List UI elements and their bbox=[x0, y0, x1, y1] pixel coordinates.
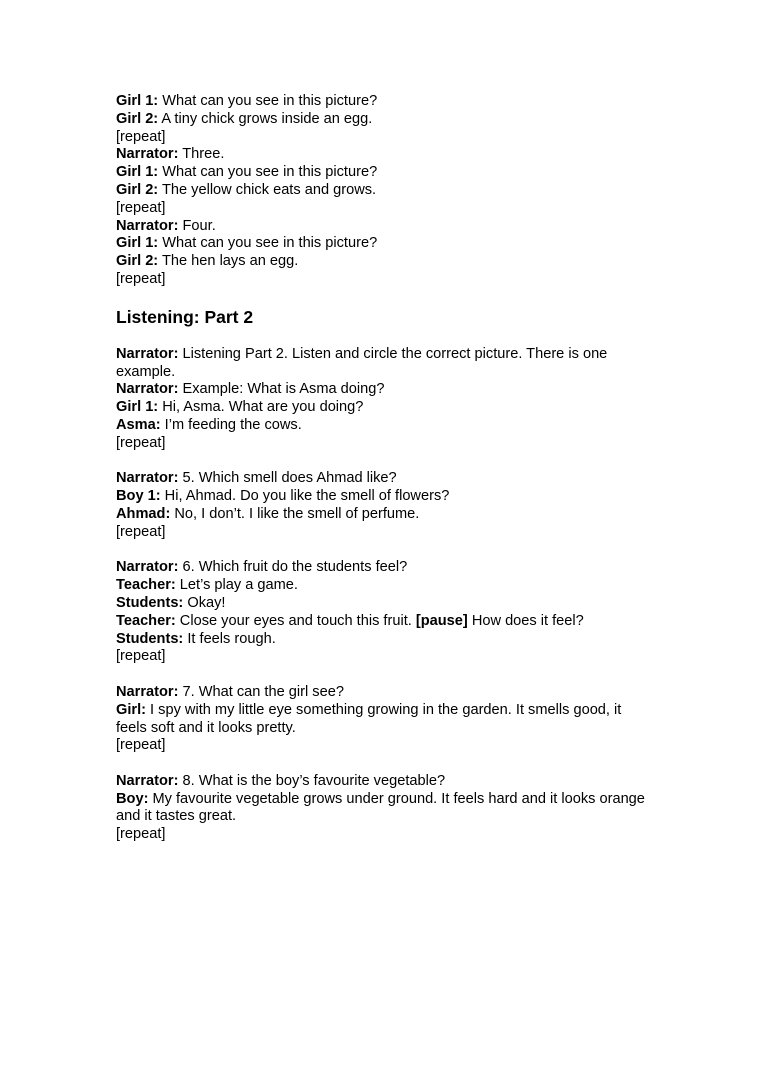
dialogue-line bbox=[116, 93, 646, 111]
speaker-label: Girl 2: bbox=[116, 181, 159, 198]
line-text: [repeat] bbox=[116, 199, 166, 216]
dialogue-line bbox=[116, 346, 646, 382]
section-heading: Listening: Part 2 bbox=[116, 306, 254, 327]
line-text: A tiny chick grows inside an egg. bbox=[158, 110, 373, 127]
line-text: [repeat] bbox=[116, 826, 166, 843]
speaker-label: Boy: bbox=[116, 790, 149, 807]
dialogue-line bbox=[116, 488, 646, 506]
dialogue-line bbox=[116, 146, 646, 164]
speaker-label: Narrator: bbox=[116, 683, 179, 700]
dialogue-line bbox=[116, 235, 646, 253]
line-text: [repeat] bbox=[116, 434, 166, 451]
dialogue-line bbox=[116, 595, 646, 613]
speaker-label: Girl: bbox=[116, 701, 146, 718]
line-text: The yellow chick eats and grows. bbox=[158, 181, 377, 198]
dialogue-line bbox=[116, 381, 646, 399]
dialogue-line bbox=[116, 417, 646, 435]
dialogue-block bbox=[116, 346, 646, 453]
dialogue-line bbox=[116, 399, 646, 417]
line-text: What can you see in this picture? bbox=[158, 164, 378, 181]
line-text: What can you see in this picture? bbox=[158, 93, 378, 109]
line-text: 7. What can the girl see? bbox=[178, 683, 344, 700]
line-text: 5. Which smell does Ahmad like? bbox=[178, 470, 397, 487]
part1-tail-section bbox=[116, 93, 646, 289]
line-text: What can you see in this picture? bbox=[158, 235, 378, 252]
speaker-label: Students: bbox=[116, 630, 184, 647]
speaker-label: Students: bbox=[116, 594, 184, 611]
repeat-cue bbox=[116, 524, 646, 542]
dialogue-line bbox=[116, 164, 646, 182]
repeat-cue bbox=[116, 737, 646, 755]
dialogue-line bbox=[116, 613, 646, 631]
dialogue-line bbox=[116, 182, 646, 200]
speaker-label: Girl 1: bbox=[116, 235, 159, 252]
block-spacer bbox=[116, 453, 646, 471]
line-text: Listening Part 2. Listen and circle the correct picture. There is one example. bbox=[116, 345, 608, 380]
repeat-cue bbox=[116, 129, 646, 147]
repeat-cue bbox=[116, 200, 646, 218]
speaker-label: Girl 1: bbox=[116, 164, 159, 181]
speaker-label: Girl 2: bbox=[116, 253, 159, 270]
line-text: Example: What is Asma doing? bbox=[178, 381, 385, 398]
transcript-page bbox=[116, 93, 646, 844]
speaker-label: Asma: bbox=[116, 416, 161, 433]
dialogue-line bbox=[116, 684, 646, 702]
dialogue-line bbox=[116, 702, 646, 738]
dialogue-line bbox=[116, 577, 646, 595]
repeat-cue bbox=[116, 648, 646, 666]
dialogue-block bbox=[116, 684, 646, 755]
line-text: Close your eyes and touch this fruit. bbox=[175, 612, 416, 629]
speaker-label: Narrator: bbox=[116, 146, 179, 163]
dialogue-line bbox=[116, 111, 646, 129]
speaker-label: Narrator: bbox=[116, 559, 179, 576]
line-text: Okay! bbox=[183, 594, 226, 611]
dialogue-line bbox=[116, 218, 646, 236]
speaker-label: Narrator: bbox=[116, 470, 179, 487]
stage-direction: [pause] bbox=[415, 612, 468, 629]
line-text: No, I don’t. I like the smell of perfume. bbox=[170, 505, 420, 522]
dialogue-block bbox=[116, 470, 646, 541]
line-text: Let’s play a game. bbox=[175, 577, 298, 594]
speaker-label: Girl 1: bbox=[116, 93, 159, 109]
repeat-cue bbox=[116, 826, 646, 844]
block-spacer bbox=[116, 666, 646, 684]
dialogue-line bbox=[116, 470, 646, 488]
repeat-cue bbox=[116, 271, 646, 289]
speaker-label: Narrator: bbox=[116, 772, 179, 789]
speaker-label: Girl 2: bbox=[116, 110, 159, 127]
line-text: Hi, Asma. What are you doing? bbox=[158, 399, 364, 416]
line-text: [repeat] bbox=[116, 648, 166, 665]
repeat-cue bbox=[116, 435, 646, 453]
speaker-label: Narrator: bbox=[116, 381, 179, 398]
speaker-label: Girl 1: bbox=[116, 399, 159, 416]
part2-section bbox=[116, 346, 646, 844]
line-text: I’m feeding the cows. bbox=[160, 416, 302, 433]
line-text: [repeat] bbox=[116, 128, 166, 145]
line-text: Three. bbox=[178, 146, 225, 163]
speaker-label: Teacher: bbox=[116, 612, 176, 629]
line-text: 8. What is the boy’s favourite vegetable? bbox=[178, 772, 446, 789]
line-text: Hi, Ahmad. Do you like the smell of flowers? bbox=[160, 488, 450, 505]
speaker-label: Ahmad: bbox=[116, 505, 171, 522]
line-text: [repeat] bbox=[116, 523, 166, 540]
dialogue-line bbox=[116, 773, 646, 791]
speaker-label: Narrator: bbox=[116, 217, 179, 234]
line-text: It feels rough. bbox=[183, 630, 276, 647]
speaker-label: Teacher: bbox=[116, 577, 176, 594]
line-text-continued: How does it feel? bbox=[467, 612, 584, 629]
dialogue-line bbox=[116, 631, 646, 649]
line-text: [repeat] bbox=[116, 737, 166, 754]
dialogue-line bbox=[116, 506, 646, 524]
block-spacer bbox=[116, 542, 646, 560]
line-text: I spy with my little eye something growing in the garden. It smells good, it feels soft and it looks pretty. bbox=[116, 701, 622, 736]
line-text: The hen lays an egg. bbox=[158, 253, 299, 270]
dialogue-line bbox=[116, 791, 646, 827]
block-spacer bbox=[116, 755, 646, 773]
speaker-label: Boy 1: bbox=[116, 488, 161, 505]
dialogue-block bbox=[116, 559, 646, 666]
dialogue-block bbox=[116, 773, 646, 844]
speaker-label: Narrator: bbox=[116, 345, 179, 362]
dialogue-line bbox=[116, 253, 646, 271]
line-text: 6. Which fruit do the students feel? bbox=[178, 559, 408, 576]
line-text: Four. bbox=[178, 217, 216, 234]
dialogue-line bbox=[116, 559, 646, 577]
line-text: My favourite vegetable grows under ground. It feels hard and it looks orange and it tastes great. bbox=[116, 790, 645, 825]
line-text: [repeat] bbox=[116, 270, 166, 287]
